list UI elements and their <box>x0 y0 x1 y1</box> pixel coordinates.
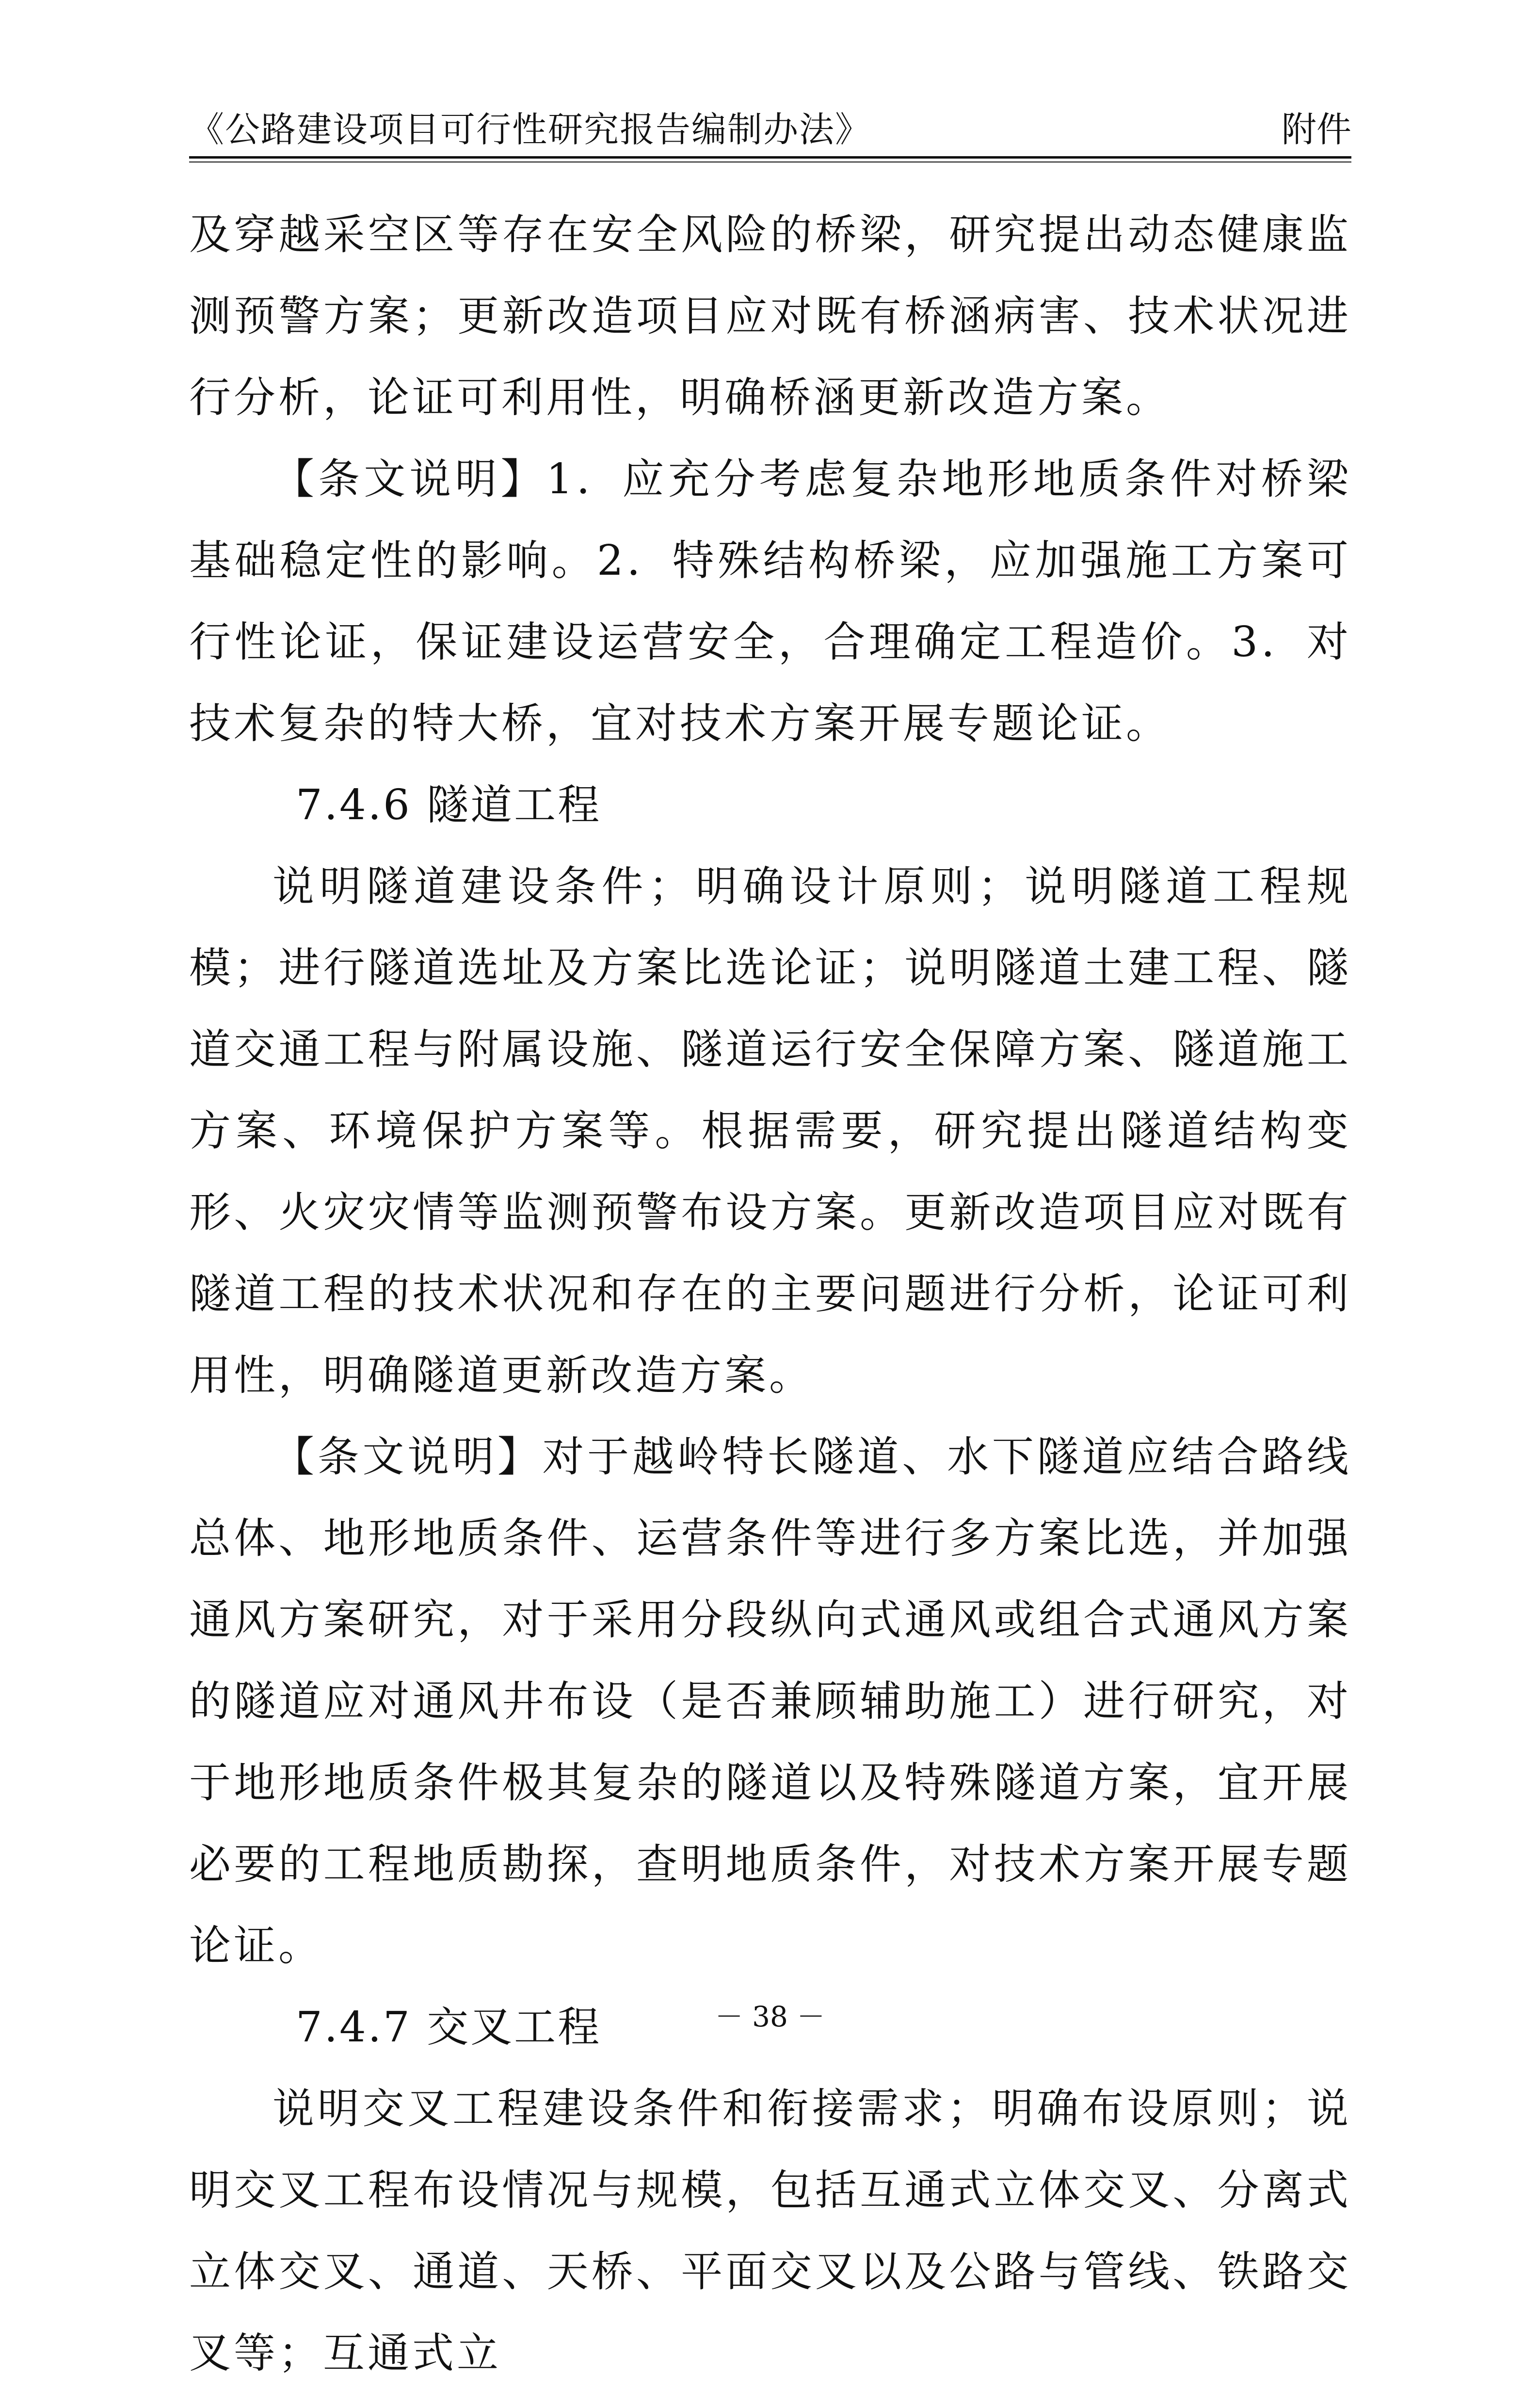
section-heading-interchange: 7.4.7 交叉工程 <box>296 2003 602 2052</box>
document-title: 《公路建设项目可行性研究报告编制办法》 <box>189 109 871 150</box>
page-number: － 38 － <box>715 2000 825 2033</box>
paragraph-tunnel: 说明隧道建设条件；明确设计原则；说明隧道工程规模；进行隧道选址及方案比选论证；说明隧道土建工程、隧道交通工程与附属设施、隧道运行安全保障方案、隧道施工方案、环境保护方案等。根据需要，研究提出隧道结构变形、火灾灾情等监测预警布设方案。更新改造项目应对既有隧道工程的技术状况和存在的主要问题进行分析，论证可利用性，明确隧道更新改造方案。 <box>189 862 1351 1400</box>
header-rule <box>189 156 1351 159</box>
clause-note: 【条文说明】1．应充分考虑复杂地形地质条件对桥梁基础稳定性的影响。2．特殊结构桥梁，应加强施工方案可行性论证，保证建设运营安全，合理确定工程造价。3．对技术复杂的特大桥，宜对技术方案开展专题论证。 <box>189 455 1351 748</box>
page-header <box>189 108 1351 154</box>
section-heading-tunnel: 7.4.6 隧道工程 <box>296 781 602 829</box>
clause-note: 【条文说明】对于越岭特长隧道、水下隧道应结合路线总体、地形地质条件、运营条件等进行多方案比选，并加强通风方案研究，对于采用分段纵向式通风或组合式通风方案的隧道应对通风井布设（是否兼顾辅助施工）进行研究，对于地形地质条件极其复杂的隧道以及特殊隧道方案，宜开展必要的工程地质勘探，查明地质条件，对技术方案开展专题论证。 <box>189 1433 1351 1970</box>
paragraph-interchange: 说明交叉工程建设条件和衔接需求；明确布设原则；说明交叉工程布设情况与规模，包括互通式立体交叉、分离式立体交叉、通道、天桥、平面交叉以及公路与管线、铁路交叉等；互通式立 <box>189 2085 1351 2378</box>
paragraph-continuation: 及穿越采空区等存在安全风险的桥梁，研究提出动态健康监测预警方案；更新改造项目应对既有桥涵病害、技术状况进行分析，论证可利用性，明确桥涵更新改造方案。 <box>189 210 1351 422</box>
page-body <box>189 194 1351 2394</box>
attachment-label: 附件 <box>1281 109 1351 150</box>
